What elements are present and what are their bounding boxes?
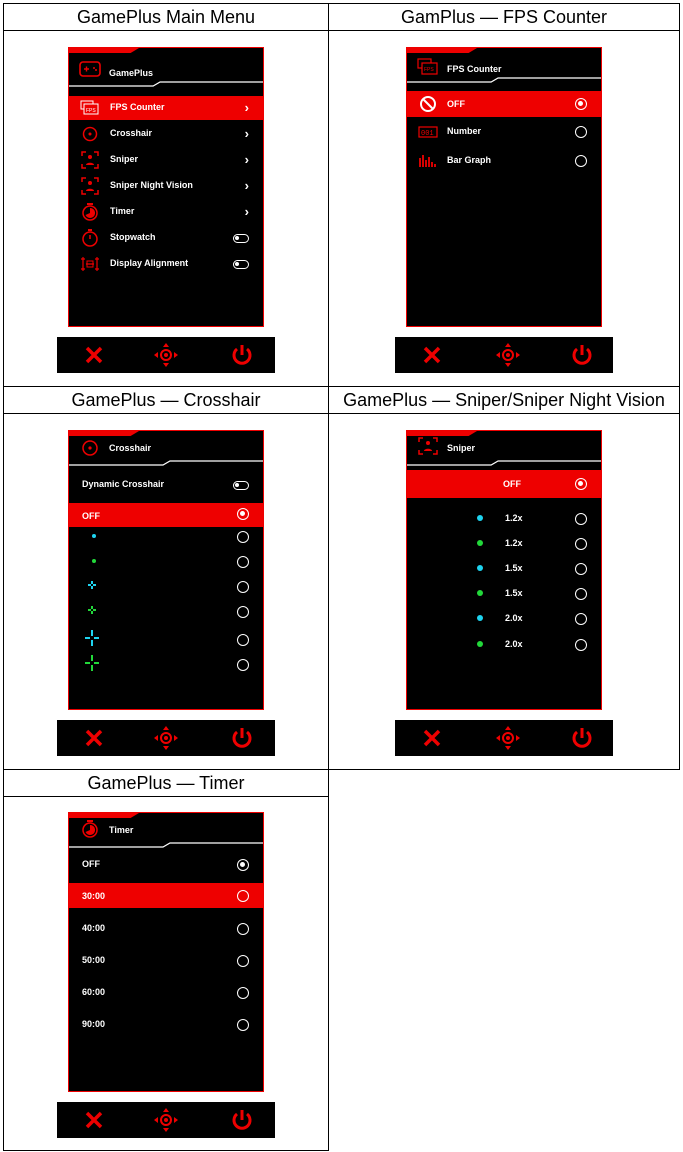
display-alignment-icon: [80, 254, 100, 274]
control-bar: [395, 720, 613, 756]
option-label: OFF: [82, 859, 100, 869]
menu-item-label: Sniper: [110, 154, 139, 164]
option-label: Number: [447, 126, 482, 136]
option-60-00[interactable]: [69, 981, 263, 1005]
osd-timer: [68, 812, 264, 1092]
power-icon[interactable]: [229, 1107, 255, 1133]
svg-text:FPS: FPS: [424, 67, 434, 73]
caption-fps-counter: GamPlus — FPS Counter: [329, 4, 679, 31]
chevron-right-icon: ›: [244, 204, 249, 219]
menu-item-crosshair[interactable]: [69, 122, 263, 146]
radio-button[interactable]: [237, 508, 249, 520]
cyan-dot-icon: [92, 534, 96, 538]
large-crosshair-cyan-icon: [84, 630, 104, 650]
panel-fps-counter: [328, 3, 680, 387]
timer-icon: [79, 819, 101, 839]
chevron-right-icon: ›: [244, 100, 249, 115]
close-icon[interactable]: [81, 342, 107, 368]
close-icon[interactable]: [81, 725, 107, 751]
page-title: Crosshair: [109, 443, 152, 453]
caption-crosshair: GamePlus — Crosshair: [4, 387, 328, 414]
page-title: GamePlus: [109, 68, 154, 78]
option-label: 90:00: [82, 1019, 106, 1029]
header-divider: [69, 459, 263, 467]
osd-sniper: [406, 430, 602, 710]
radio-button[interactable]: [575, 563, 587, 575]
number-icon: [418, 122, 438, 142]
option-zoom-1-5x-green[interactable]: [407, 582, 601, 606]
option-30-00[interactable]: [69, 883, 263, 908]
fps-counter-icon: [417, 57, 439, 77]
osd-header: [407, 48, 601, 86]
control-bar: [57, 1102, 275, 1138]
header-divider: [407, 76, 601, 84]
svg-text:001: 001: [421, 130, 434, 138]
green-dot-icon: [477, 641, 483, 647]
small-crosshair-green-icon: [84, 602, 104, 622]
stopwatch-icon: [80, 228, 100, 248]
dynamic-crosshair-toggle[interactable]: [233, 481, 249, 490]
radio-button[interactable]: [237, 606, 249, 618]
osd-main-menu: [68, 47, 264, 327]
navigate-icon[interactable]: [153, 342, 179, 368]
sniper-icon: [417, 436, 439, 456]
option-crosshair-large-cyan[interactable]: [69, 628, 263, 652]
page-title: Timer: [109, 825, 134, 835]
navigate-icon[interactable]: [495, 725, 521, 751]
option-40-00[interactable]: [69, 917, 263, 941]
option-label: 50:00: [82, 955, 106, 965]
option-label: OFF: [447, 99, 465, 109]
close-icon[interactable]: [419, 725, 445, 751]
cyan-dot-icon: [477, 615, 483, 621]
sniper-icon: [80, 150, 100, 170]
navigate-icon[interactable]: [495, 342, 521, 368]
menu-item-display-alignment[interactable]: [69, 252, 263, 276]
radio-button[interactable]: [237, 556, 249, 568]
option-label: 2.0x: [505, 639, 523, 649]
green-dot-icon: [477, 540, 483, 546]
gamepad-icon: [79, 59, 101, 79]
osd-fps-counter: [406, 47, 602, 327]
fps-counter-icon: [80, 98, 100, 118]
crosshair-icon: [79, 438, 101, 458]
sniper-night-vision-icon: [80, 176, 100, 196]
radio-button[interactable]: [575, 98, 587, 110]
navigate-icon[interactable]: [153, 1107, 179, 1133]
option-off[interactable]: [69, 853, 263, 877]
control-bar: [57, 720, 275, 756]
header-divider: [407, 459, 601, 467]
svg-text:FPS: FPS: [86, 108, 96, 114]
radio-button[interactable]: [575, 538, 587, 550]
menu-item-label: Timer: [110, 206, 135, 216]
navigate-icon[interactable]: [153, 725, 179, 751]
chevron-right-icon: ›: [244, 178, 249, 193]
radio-button[interactable]: [575, 588, 587, 600]
power-icon[interactable]: [229, 342, 255, 368]
option-zoom-1-2x-green[interactable]: [407, 532, 601, 556]
page-title: FPS Counter: [447, 64, 502, 74]
radio-button[interactable]: [575, 126, 587, 138]
radio-button[interactable]: [575, 155, 587, 167]
option-90-00[interactable]: [69, 1013, 263, 1037]
cyan-dot-icon: [477, 515, 483, 521]
osd-header: [69, 431, 263, 469]
option-label: 1.5x: [505, 588, 523, 598]
panel-sniper: [328, 386, 680, 770]
radio-button[interactable]: [237, 955, 249, 967]
control-bar: [57, 337, 275, 373]
osd-header: [69, 813, 263, 851]
disabled-icon: [418, 94, 438, 114]
option-off[interactable]: [407, 470, 601, 498]
option-zoom-2-0x-green[interactable]: [407, 633, 601, 657]
caption-main-menu: GamePlus Main Menu: [4, 4, 328, 31]
option-label: Bar Graph: [447, 155, 492, 165]
panel-crosshair: [3, 386, 329, 770]
radio-button[interactable]: [575, 639, 587, 651]
radio-button[interactable]: [237, 890, 249, 902]
radio-button[interactable]: [237, 923, 249, 935]
option-label: OFF: [82, 511, 100, 521]
crosshair-icon: [80, 124, 100, 144]
option-crosshair-dot-cyan[interactable]: [69, 525, 263, 549]
option-zoom-2-0x-cyan[interactable]: [407, 607, 601, 631]
menu-item-fps-counter[interactable]: [69, 96, 263, 120]
caption-timer: GamePlus — Timer: [4, 770, 328, 797]
display-alignment-toggle[interactable]: [233, 260, 249, 269]
menu-item-sniper[interactable]: [69, 148, 263, 172]
green-dot-icon: [92, 559, 96, 563]
timer-icon: [80, 202, 100, 222]
radio-button[interactable]: [237, 659, 249, 671]
menu-item-label: Crosshair: [110, 128, 153, 138]
radio-button[interactable]: [237, 531, 249, 543]
green-dot-icon: [477, 590, 483, 596]
radio-button[interactable]: [237, 1019, 249, 1031]
header-divider: [69, 841, 263, 849]
small-crosshair-cyan-icon: [84, 577, 104, 597]
page-title: Sniper: [447, 443, 476, 453]
option-label: 1.5x: [505, 563, 523, 573]
menu-item-sniper-night-vision[interactable]: [69, 174, 263, 198]
option-zoom-1-5x-cyan[interactable]: [407, 557, 601, 581]
close-icon[interactable]: [81, 1107, 107, 1133]
menu-item-label: Display Alignment: [110, 258, 189, 268]
dynamic-crosshair-label: Dynamic Crosshair: [82, 479, 165, 489]
menu-item-timer[interactable]: [69, 200, 263, 224]
power-icon[interactable]: [569, 342, 595, 368]
option-zoom-1-2x-cyan[interactable]: [407, 507, 601, 531]
option-crosshair-small-cyan[interactable]: [69, 575, 263, 599]
menu-item-label: Sniper Night Vision: [110, 180, 193, 190]
radio-button[interactable]: [575, 513, 587, 525]
menu-item-label: FPS Counter: [110, 102, 165, 112]
radio-button[interactable]: [237, 987, 249, 999]
panel-timer: [3, 769, 329, 1151]
chevron-right-icon: ›: [244, 152, 249, 167]
osd-header: [69, 48, 263, 86]
caption-sniper: GamePlus — Sniper/Sniper Night Vision: [329, 387, 679, 414]
osd-crosshair: [68, 430, 264, 710]
cyan-dot-icon: [477, 565, 483, 571]
menu-item-label: Stopwatch: [110, 232, 156, 242]
option-off[interactable]: [407, 91, 601, 117]
option-label: 1.2x: [505, 513, 523, 523]
dynamic-crosshair-row[interactable]: [69, 473, 263, 497]
option-label: 1.2x: [505, 538, 523, 548]
power-icon[interactable]: [229, 725, 255, 751]
option-crosshair-small-green[interactable]: [69, 600, 263, 624]
stopwatch-toggle[interactable]: [233, 234, 249, 243]
header-divider: [69, 80, 263, 88]
close-icon[interactable]: [419, 342, 445, 368]
option-label: 30:00: [82, 891, 106, 901]
chevron-right-icon: ›: [244, 126, 249, 141]
option-label: 60:00: [82, 987, 106, 997]
large-crosshair-green-icon: [84, 655, 104, 675]
control-bar: [395, 337, 613, 373]
radio-button[interactable]: [237, 859, 249, 871]
bar-graph-icon: [418, 151, 438, 171]
power-icon[interactable]: [569, 725, 595, 751]
panel-main-menu: [3, 3, 329, 387]
option-crosshair-large-green[interactable]: [69, 653, 263, 677]
option-crosshair-dot-green[interactable]: [69, 550, 263, 574]
radio-button[interactable]: [237, 581, 249, 593]
option-off[interactable]: [69, 503, 263, 527]
menu-item-stopwatch[interactable]: [69, 226, 263, 250]
radio-button[interactable]: [575, 613, 587, 625]
option-50-00[interactable]: [69, 949, 263, 973]
osd-header: [407, 431, 601, 469]
option-label: 2.0x: [505, 613, 523, 623]
radio-button[interactable]: [237, 634, 249, 646]
option-label: 40:00: [82, 923, 106, 933]
option-label: OFF: [503, 479, 521, 489]
radio-button[interactable]: [575, 478, 587, 490]
option-bar-graph[interactable]: [407, 149, 601, 173]
option-number[interactable]: [407, 120, 601, 144]
